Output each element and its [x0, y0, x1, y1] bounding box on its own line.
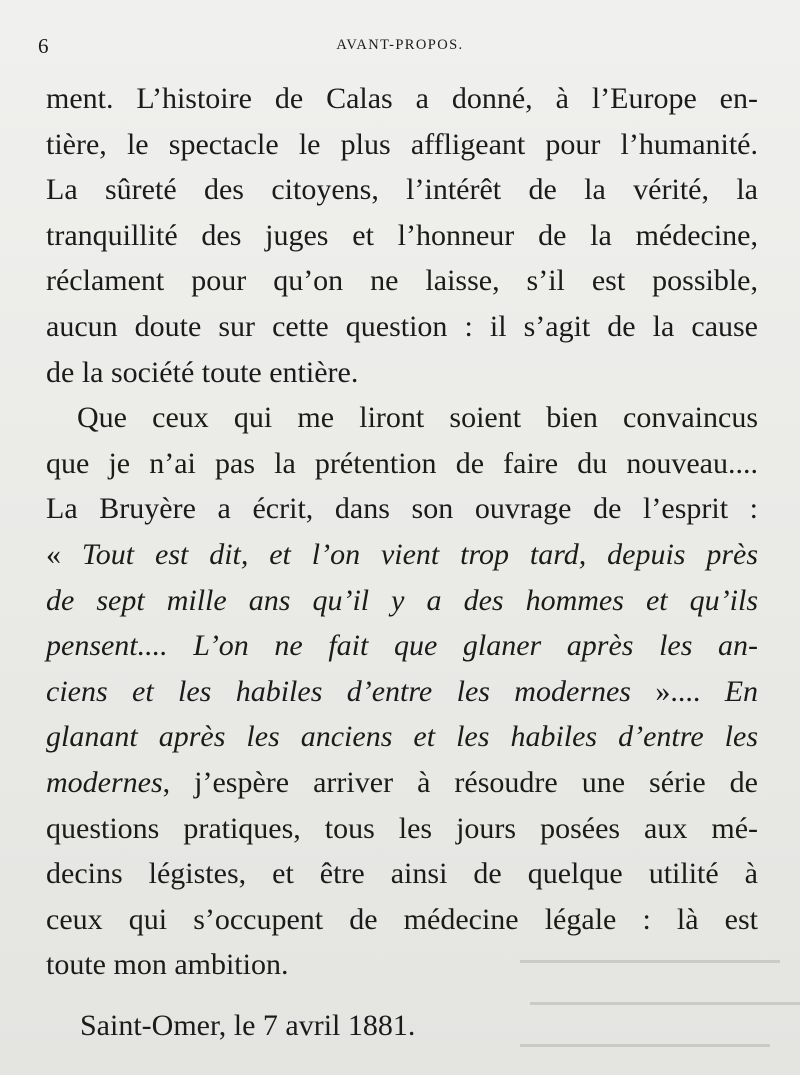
- quote-open: «: [46, 537, 82, 571]
- text-line: Que ceux qui me liront soient bien convaincus: [77, 401, 758, 435]
- text-line: decins légistes, et être ainsi de quelque utilité à: [46, 857, 758, 891]
- italic-quote: ciens et les habiles d’entre les modernes: [46, 674, 631, 708]
- italic-text: modernes: [46, 765, 163, 799]
- text-line: ment. L’histoire de Calas a donné, à l’Europe en-: [46, 82, 758, 115]
- text-line: tière, le spectacle le plus affligeant pour l’humanité.: [46, 127, 758, 161]
- plain-text: , j’espère arriver à résoudre une série de: [162, 765, 758, 799]
- text-line: ceux qui s’occupent de médecine légale : là est: [46, 902, 758, 936]
- text-line: [46, 714, 758, 760]
- text-line: La Bruyère a écrit, dans son ouvrage de l’esprit :: [46, 492, 758, 526]
- text-line: que je n’ai pas la prétention de faire du nouveau....: [46, 446, 758, 480]
- italic-text: En: [700, 674, 759, 708]
- quote-close: »....: [630, 674, 701, 708]
- italic-text: glanant après les anciens et les habiles d’entre les: [46, 720, 758, 754]
- text-line: [46, 578, 758, 624]
- text-line: tranquillité des juges et l’honneur de la médecine,: [46, 218, 758, 252]
- body-text: [46, 76, 758, 988]
- signature-date: Saint-Omer, le 7 avril 1881.: [80, 1009, 416, 1042]
- text-line: La sûreté des citoyens, l’intérêt de la vérité, la: [46, 173, 758, 207]
- running-title: AVANT-PROPOS.: [336, 37, 464, 53]
- italic-quote: de sept mille ans qu’il y a des hommes et qu’ils: [46, 583, 758, 617]
- text-line: aucun doute sur cette question : il s’agit de la cause: [46, 309, 758, 343]
- text-line: questions pratiques, tous les jours posées aux mé-: [46, 811, 758, 845]
- text-line: [46, 669, 758, 715]
- italic-quote: Tout est dit, et l’on vient trop tard, depuis près: [81, 537, 758, 571]
- text-line: de la société toute entière.: [46, 355, 359, 389]
- text-line: [46, 532, 758, 578]
- italic-quote: pensent.... L’on ne fait que glaner après les an-: [46, 629, 758, 663]
- text-line: toute mon ambition.: [46, 948, 289, 982]
- running-head: [38, 34, 762, 64]
- text-line: réclament pour qu’on ne laisse, s’il est possible,: [46, 264, 758, 298]
- text-line: [46, 760, 758, 806]
- text-line: [46, 623, 758, 669]
- page-number: 6: [38, 34, 49, 58]
